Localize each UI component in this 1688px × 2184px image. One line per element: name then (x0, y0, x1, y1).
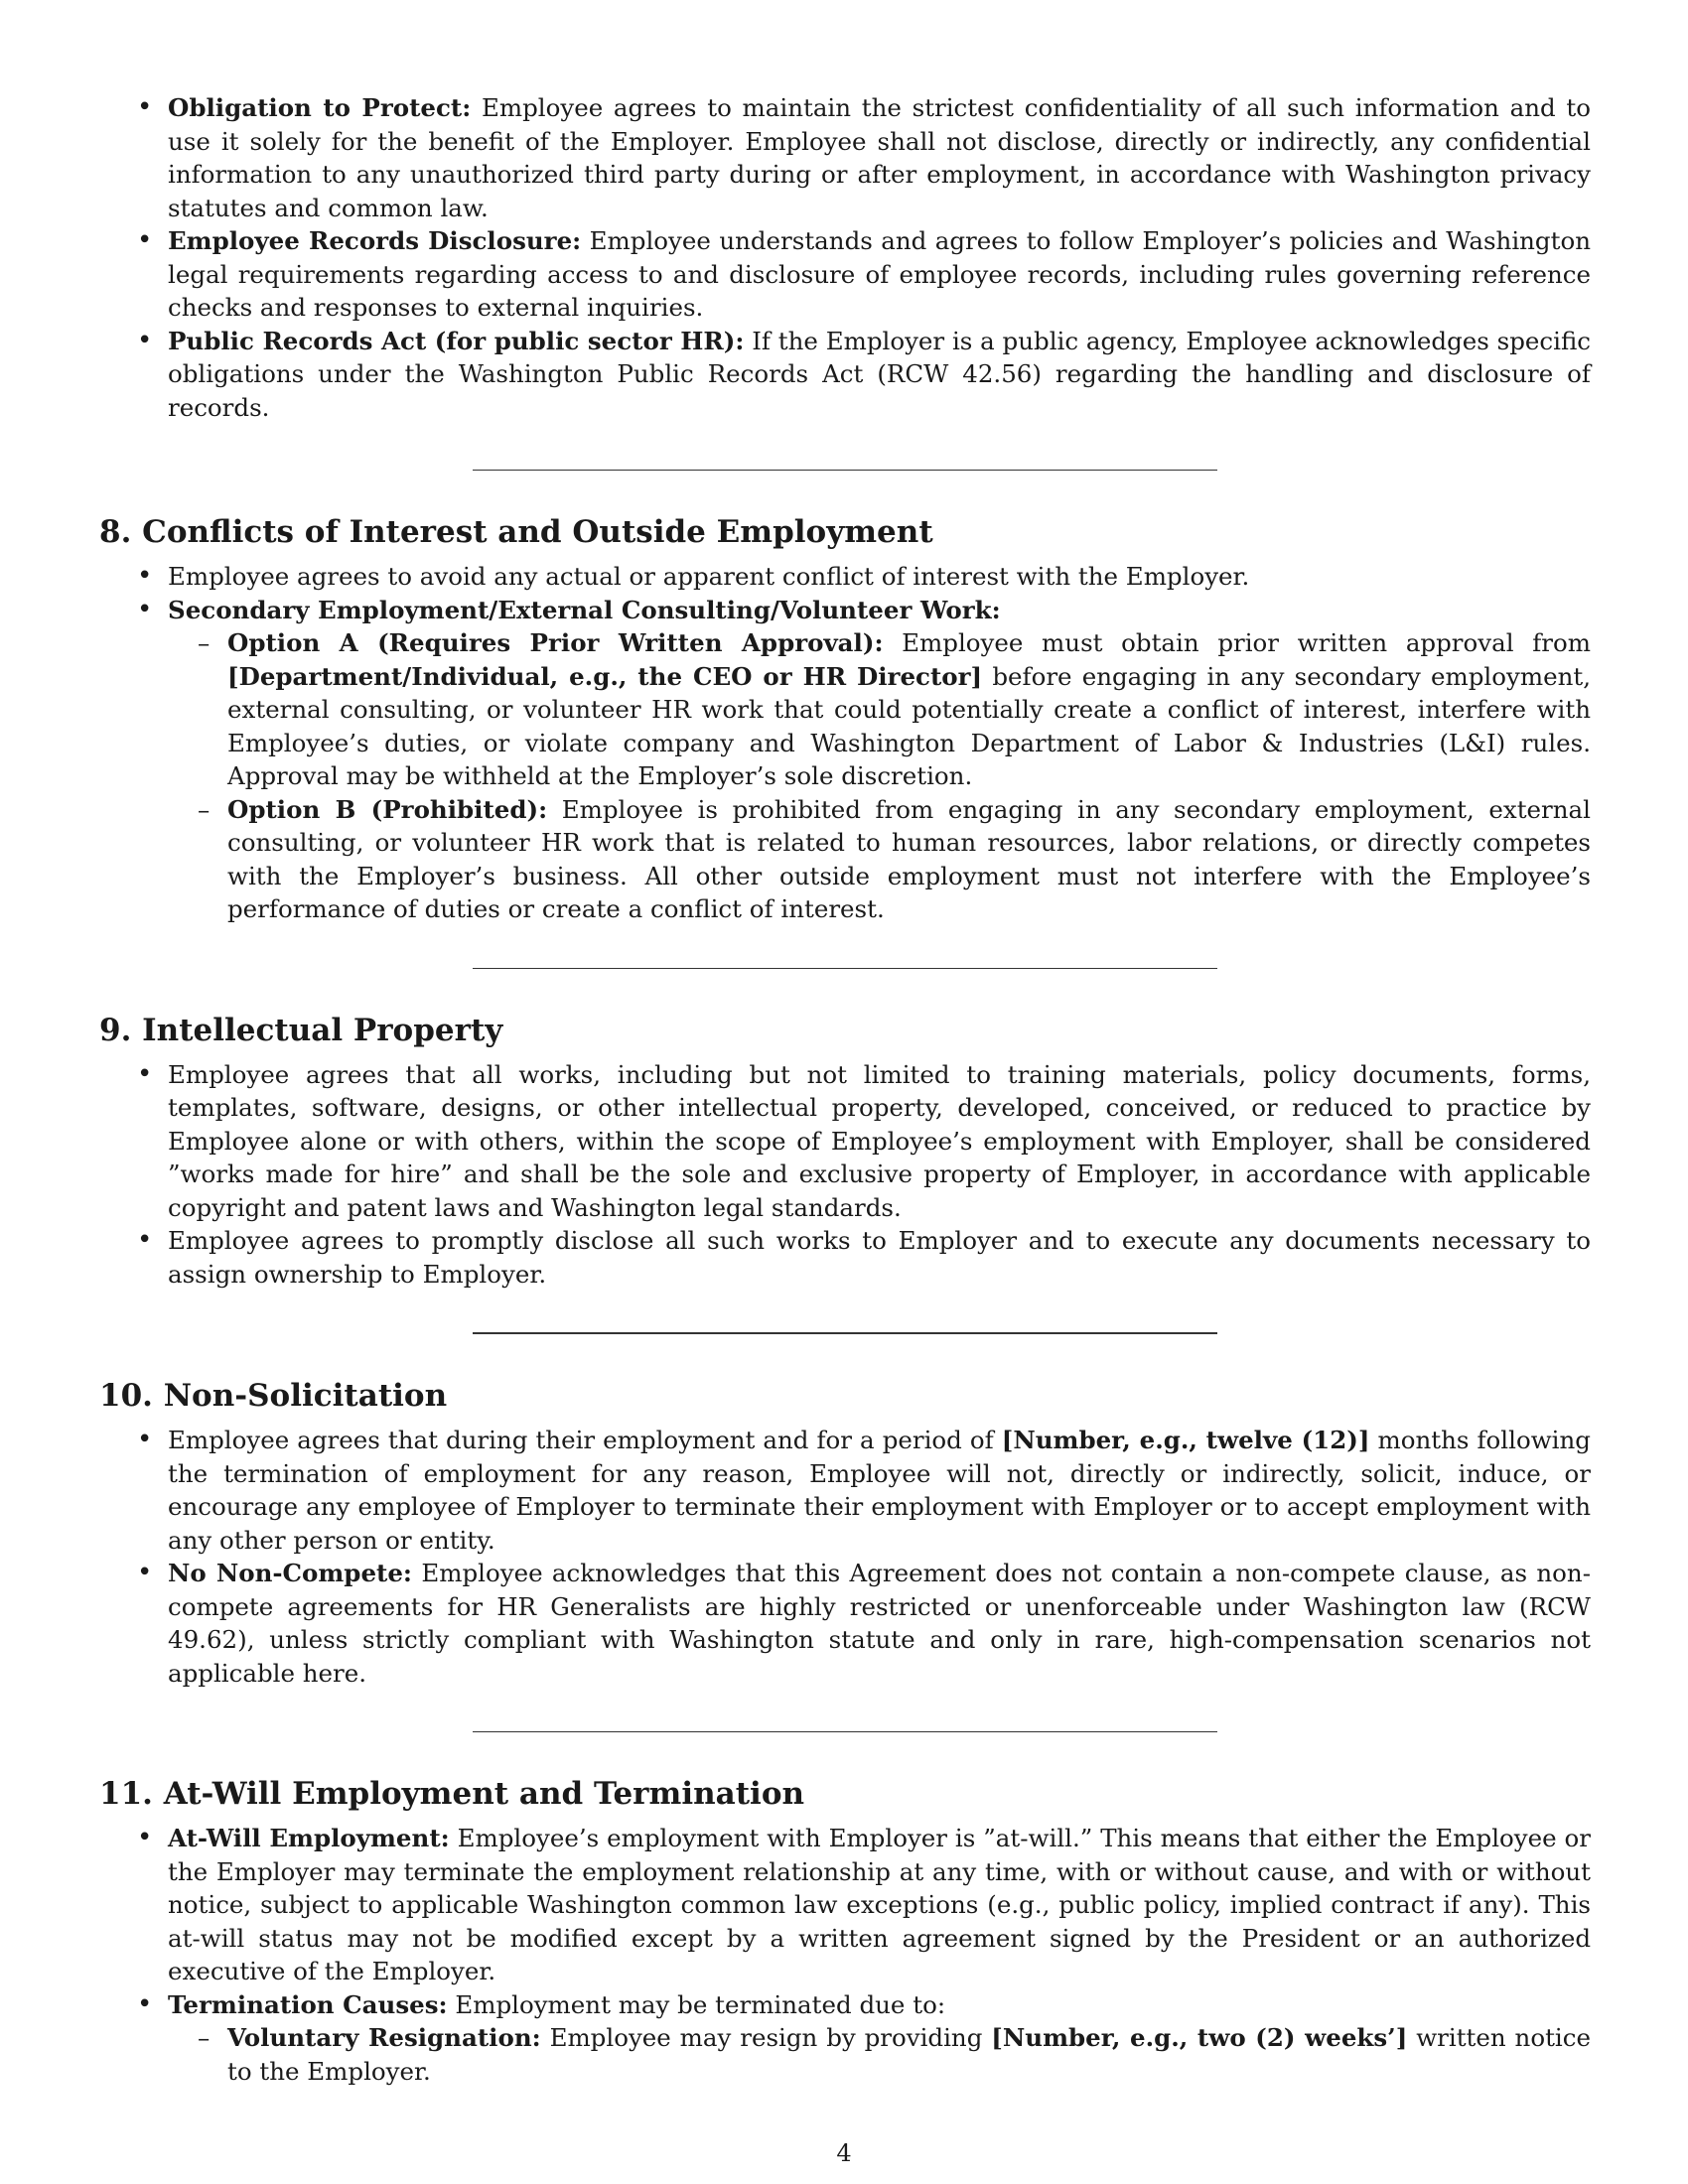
item-label: Option B (Prohibited): (227, 794, 548, 824)
section-11-list (99, 1822, 1591, 2088)
page-number: 4 (836, 2139, 852, 2167)
item-text: Employee agrees to avoid any actual or apparent conflict of interest with the Employer. (168, 562, 1250, 591)
item-label: Public Records Act (for public sector HR): (168, 326, 745, 355)
item-text: Employee’s employment with Employer is ”at-will.” This means that either the Employee or the Employer may terminate the employment relationship at any time, with or without cause, and with or without notice, subject to applicable Washington common law exceptions (e.g., public policy, implied contract if any). This at-will status may not be modified except by a written agreement signed by the President or an authorized executive of the Employer. (168, 1824, 1591, 1985)
list-item (99, 1058, 1591, 1225)
item-text: Employee agrees that during their employment and for a period of (168, 1426, 1002, 1454)
section-8-heading: 8. Conflicts of Interest and Outside Employment (99, 514, 933, 550)
section-9-list (99, 1058, 1591, 1292)
item-text: written notice to the Employer. (227, 2023, 1591, 2086)
list-item (99, 594, 1591, 926)
section-8-sublist (168, 626, 1591, 926)
item-label: Secondary Employment/External Consulting/Volunteer Work: (168, 595, 1001, 624)
list-item (99, 1224, 1591, 1291)
section-8-list (99, 560, 1591, 926)
sub-list-item (168, 793, 1591, 926)
section-10-heading: 10. Non-Solicitation (99, 1378, 448, 1414)
section-11-sublist (168, 2021, 1591, 2088)
item-text: Employment may be terminated due to: (447, 1989, 946, 2019)
sub-list-item (168, 2021, 1591, 2088)
placeholder-text: [Department/Individual, e.g., the CEO or HR Director] (227, 661, 983, 691)
item-text: months following the termination of employment for any reason, Employee will not, directly or indirectly, solicit, induce, or encourage any employee of Employer to terminate their employment with Employer or to accept employment with any other person or entity. (168, 1426, 1591, 1555)
item-label: Termination Causes: (168, 1989, 448, 2019)
list-item (99, 1822, 1591, 1988)
document-page (99, 91, 1591, 2088)
list-item (99, 1988, 1591, 2089)
item-text: Employee acknowledges that this Agreement does not contain a non-compete clause, as non-compete agreements for HR Generalists are highly restricted or unenforceable under Washington law (RCW 49.62), unless strictly compliant with Washington statute and only in rare, high-compensation scenarios not applicable here. (168, 1559, 1591, 1688)
list-item (99, 1424, 1591, 1557)
item-label: Voluntary Resignation: (227, 2023, 541, 2052)
section-10-list (99, 1424, 1591, 1690)
item-text: before engaging in any secondary employment, external consulting, or volunteer HR work that could potentially create a conflict of interest, interfere with Employee’s duties, or violate company and Washington Department of Labor & Industries (L&I) rules. Approval may be withheld at the Employer’s sole discretion. (227, 661, 1591, 790)
item-text: Employee may resign by providing (540, 2023, 992, 2052)
item-text: Employee agrees that all works, including but not limited to training materials, policy documents, forms, templates, software, designs, or other intellectual property, developed, conceived, or reduced to practice by Employee alone or with others, within the scope of Employee’s employment with Employer, shall be considered ”works made for hire” and shall be the sole and exclusive property of Employer, in accordance with applicable copyright and patent laws and Washington legal standards. (168, 1059, 1591, 1222)
item-text: Employee understands and agrees to follow Employer’s policies and Washington legal requirements regarding access to and disclosure of employee records, including rules governing reference checks and responses to external inquiries. (168, 226, 1591, 322)
sub-list-item (168, 626, 1591, 793)
item-text: If the Employer is a public agency, Employee acknowledges specific obligations under the Washington Public Records Act (RCW 42.56) regarding the handling and disclosure of records. (168, 326, 1592, 422)
item-text: Employee is prohibited from engaging in any secondary employment, external consulting, or volunteer HR work that is related to human resources, labor relations, or directly competes with the Employer’s business. All other outside employment must not interfere with the Employee’s performance of duties or create a conflict of interest. (227, 794, 1591, 923)
section-9-heading: 9. Intellectual Property (99, 1012, 503, 1048)
item-label: No Non-Compete: (168, 1559, 412, 1587)
section-11-heading: 11. At-Will Employment and Termination (99, 1776, 805, 1812)
placeholder-text: [Number, e.g., twelve (12)] (1001, 1426, 1370, 1454)
item-text: Employee agrees to promptly disclose all such works to Employer and to execute any documents necessary to assign ownership to Employer. (168, 1226, 1591, 1289)
item-label: Option A (Requires Prior Written Approval): (227, 628, 884, 657)
list-item (99, 224, 1591, 325)
item-label: Obligation to Protect: (168, 93, 472, 122)
item-text: Employee must obtain prior written approval from (883, 628, 1591, 657)
placeholder-text: [Number, e.g., two (2) weeks’] (991, 2023, 1408, 2052)
list-item (99, 560, 1591, 594)
list-item (99, 1557, 1591, 1690)
list-item (99, 325, 1591, 425)
item-text: Employee agrees to maintain the strictest confidentiality of all such information and to use it solely for the benefit of the Employer. Employee shall not disclose, directly or indirectly, any confidential information to any unauthorized third party during or after employment, in accordance with Washington privacy statutes and common law. (168, 93, 1591, 222)
item-label: At-Will Employment: (168, 1824, 450, 1852)
item-label: Employee Records Disclosure: (168, 226, 582, 255)
list-item (99, 91, 1591, 224)
section-7-list (99, 91, 1591, 424)
